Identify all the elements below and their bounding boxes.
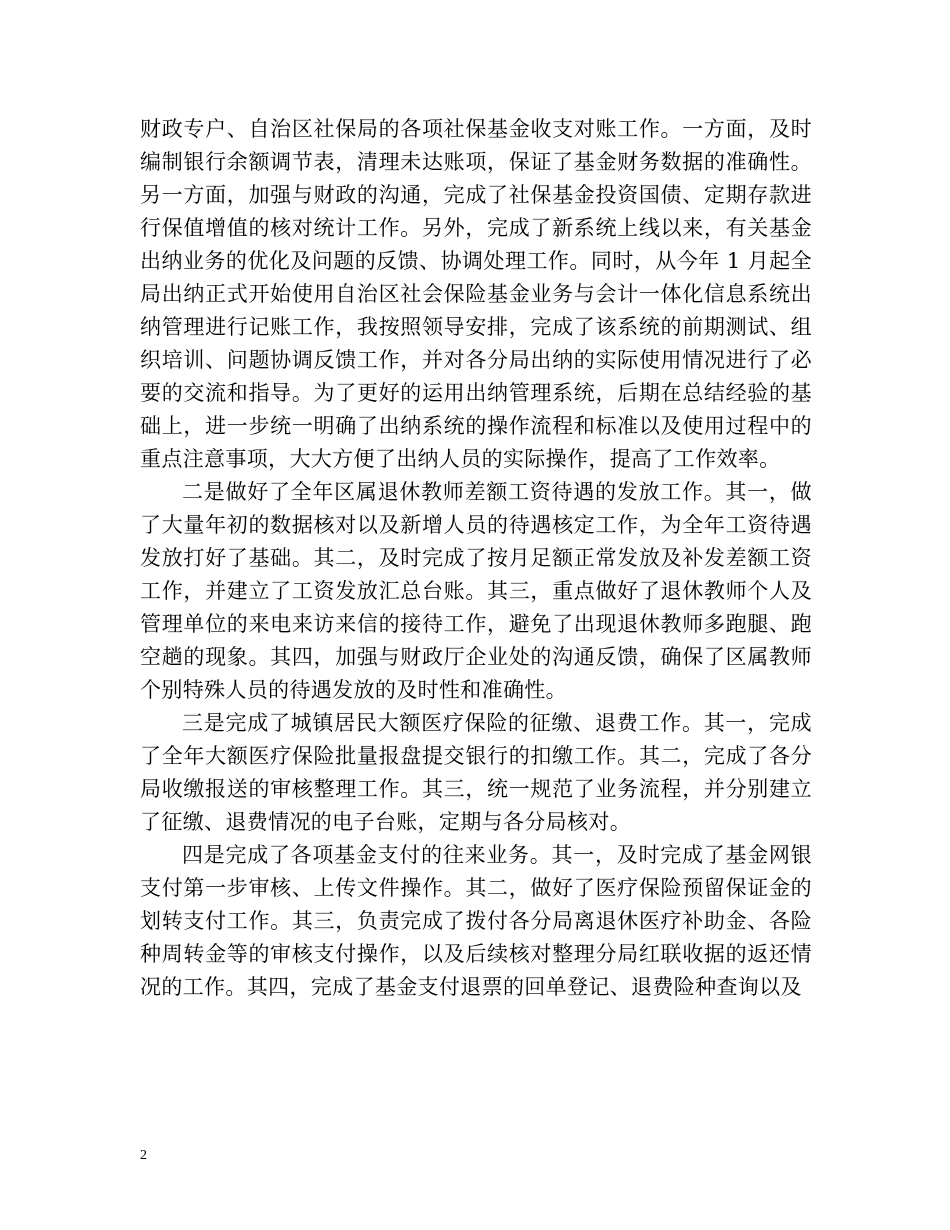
document-body <box>140 113 812 1004</box>
paragraph-1: 财政专户、自治区社保局的各项社保基金收支对账工作。一方面，及时编制银行余额调节表，清理未达账项，保证了基金财务数据的准确性。另一方面，加强与财政的沟通，完成了社保基金投资国债、定期存款进行保值增值的核对统计工作。另外，完成了新系统上线以来，有关基金出纳业务的优化及问题的反馈、协调处理工作。同时，从今年 1 月起全局出纳正式开始使用自治区社会保险基金业务与会计一体化信息系统出纳管理进行记账工作，我按照领导安排，完成了该系统的前期测试、组织培训、问题协调反馈工作，并对各分局出纳的实际使用情况进行了必要的交流和指导。为了更好的运用出纳管理系统，后期在总结经验的基础上，进一步统一明确了出纳系统的操作流程和标准以及使用过程中的重点注意事项，大大方便了出纳人员的实际操作，提高了工作效率。 <box>140 117 812 471</box>
page-number: 2 <box>140 1148 147 1163</box>
paragraph-2: 二是做好了全年区属退休教师差额工资待遇的发放工作。其一，做了大量年初的数据核对以及新增人员的待遇核定工作，为全年工资待遇发放打好了基础。其二，及时完成了按月足额正常发放及补发差额工资工作，并建立了工资发放汇总台账。其三，重点做好了退休教师个人及管理单位的来电来访来信的接待工作，避免了出现退休教师多跑腿、跑空趟的现象。其四，加强与财政厅企业处的沟通反馈，确保了区属教师个别特殊人员的待遇发放的及时性和准确性。 <box>140 480 812 702</box>
paragraph-4: 四是完成了各项基金支付的往来业务。其一，及时完成了基金网银支付第一步审核、上传文件操作。其二，做好了医疗保险预留保证金的划转支付工作。其三，负责完成了拨付各分局离退休医疗补助金、各险种周转金等的审核支付操作，以及后续核对整理分局红联收据的返还情况的工作。其四，完成了基金支付退票的回单登记、退费险种查询以及 <box>140 843 812 999</box>
paragraph-3: 三是完成了城镇居民大额医疗保险的征缴、退费工作。其一，完成了全年大额医疗保险批量报盘提交银行的扣缴工作。其二，完成了各分局收缴报送的审核整理工作。其三，统一规范了业务流程，并分别建立了征缴、退费情况的电子台账，定期与各分局核对。 <box>140 711 812 834</box>
